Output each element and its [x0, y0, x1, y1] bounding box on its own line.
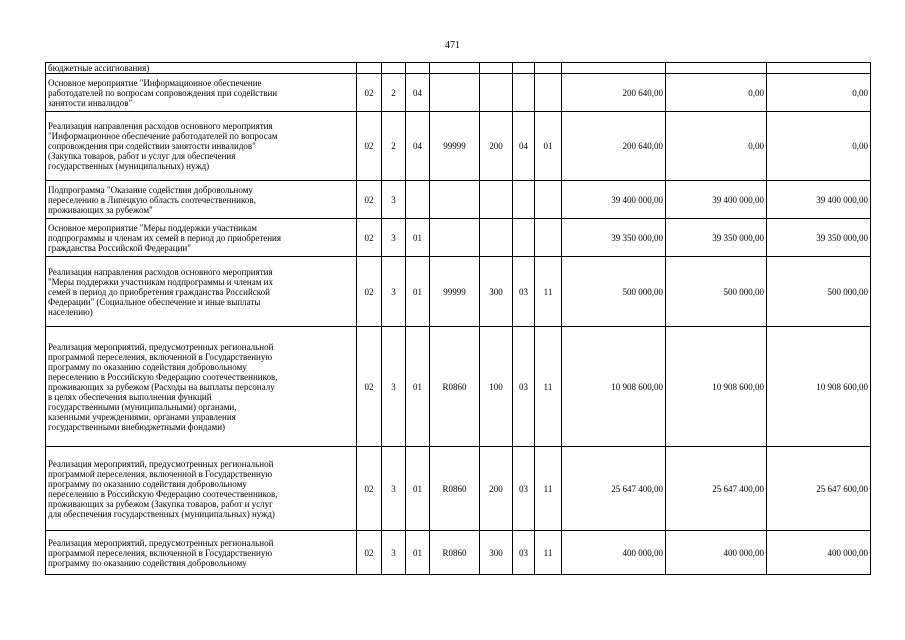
- amount-year-1: 10 908 600,00: [562, 327, 666, 447]
- direction-code: R0860: [430, 531, 480, 575]
- subsection-code: 11: [535, 531, 562, 575]
- program-code: 02: [357, 219, 382, 257]
- amount-year-1: 500 000,00: [562, 257, 666, 327]
- amount-year-3: 0,00: [767, 74, 871, 112]
- activity-code: [406, 181, 430, 219]
- activity-code: 01: [406, 219, 430, 257]
- subsection-code: [535, 74, 562, 112]
- expense-type-code: 200: [480, 447, 513, 531]
- row-description: Основное мероприятие "Меры поддержки участникам подпрограммы и членам их семей в период до приобретения гражданства Российской Федерации": [46, 219, 357, 257]
- subprogram-code: 2: [382, 74, 406, 112]
- row-description: Реализация мероприятий, предусмотренных региональной программой переселения, включенной в Государственную программу по оказанию содействия добровольному переселению в Российскую Федерацию соотечественников, проживающих за рубежом (Закупка товаров, работ и услуг для обеспечения государственных (муниципальных) нужд): [46, 447, 357, 531]
- expense-type-code: 200: [480, 112, 513, 181]
- activity-code: 04: [406, 112, 430, 181]
- amount-year-1: 200 640,00: [562, 112, 666, 181]
- activity-code: 04: [406, 74, 430, 112]
- direction-code: 99999: [430, 257, 480, 327]
- amount-year-2: 0,00: [666, 112, 767, 181]
- row-description: Реализация мероприятий, предусмотренных региональной программой переселения, включенной в Государственную программу по оказанию содействия добровольному переселению в Российскую Федерацию соотечественников, проживающих за рубежом (Расходы на выплаты персоналу в целях обеспечения выполнения функций государственными (муниципальными) органами, казенными учреждениями, органами управления государственными внебюджетными фондами): [46, 327, 357, 447]
- subsection-code: 01: [535, 112, 562, 181]
- page-number: 471: [445, 40, 460, 51]
- amount-year-1: 400 000,00: [562, 531, 666, 575]
- section-code: [513, 181, 535, 219]
- section-code: 03: [513, 447, 535, 531]
- subprogram-code: 3: [382, 531, 406, 575]
- budget-table: [45, 62, 871, 575]
- amount-year-2: 400 000,00: [666, 531, 767, 575]
- program-code: 02: [357, 327, 382, 447]
- program-code: [357, 63, 382, 74]
- subprogram-code: 3: [382, 327, 406, 447]
- activity-code: 01: [406, 531, 430, 575]
- amount-year-1: 200 640,00: [562, 74, 666, 112]
- row-description: Реализация мероприятий, предусмотренных региональной программой переселения, включенной в Государственную программу по оказанию содействия добровольному: [46, 531, 357, 575]
- amount-year-2: 10 908 600,00: [666, 327, 767, 447]
- row-description: Реализация направления расходов основного мероприятия "Меры поддержки участникам подпрограммы и членам их семей в период до приобретения гражданства Российской Федерации" (Социальное обеспечение и иные выплаты населению): [46, 257, 357, 327]
- amount-year-2: 39 400 000,00: [666, 181, 767, 219]
- table-row: [46, 112, 871, 181]
- row-description: Подпрограмма "Оказание содействия добровольному переселению в Липецкую область соотечественников, проживающих за рубежом": [46, 181, 357, 219]
- direction-code: 99999: [430, 112, 480, 181]
- direction-code: R0860: [430, 447, 480, 531]
- subprogram-code: 3: [382, 181, 406, 219]
- subsection-code: 11: [535, 327, 562, 447]
- amount-year-1: 39 350 000,00: [562, 219, 666, 257]
- amount-year-3: 500 000,00: [767, 257, 871, 327]
- activity-code: [406, 63, 430, 74]
- subsection-code: [535, 219, 562, 257]
- program-code: 02: [357, 181, 382, 219]
- table-row: [46, 219, 871, 257]
- section-code: 04: [513, 112, 535, 181]
- direction-code: [430, 219, 480, 257]
- direction-code: [430, 181, 480, 219]
- program-code: 02: [357, 74, 382, 112]
- section-code: 03: [513, 327, 535, 447]
- amount-year-3: 25 647 600,00: [767, 447, 871, 531]
- direction-code: R0860: [430, 327, 480, 447]
- expense-type-code: 300: [480, 257, 513, 327]
- subsection-code: [535, 63, 562, 74]
- amount-year-3: 39 350 000,00: [767, 219, 871, 257]
- table-row: [46, 447, 871, 531]
- section-code: 03: [513, 531, 535, 575]
- direction-code: [430, 63, 480, 74]
- row-description: бюджетные ассигнования): [46, 63, 357, 74]
- amount-year-1: 39 400 000,00: [562, 181, 666, 219]
- expense-type-code: [480, 63, 513, 74]
- program-code: 02: [357, 112, 382, 181]
- table-row: [46, 63, 871, 74]
- direction-code: [430, 74, 480, 112]
- amount-year-3: 39 400 000,00: [767, 181, 871, 219]
- subsection-code: 11: [535, 447, 562, 531]
- amount-year-2: [666, 63, 767, 74]
- activity-code: 01: [406, 257, 430, 327]
- amount-year-1: [562, 63, 666, 74]
- program-code: 02: [357, 257, 382, 327]
- subprogram-code: 3: [382, 257, 406, 327]
- amount-year-2: 39 350 000,00: [666, 219, 767, 257]
- expense-type-code: 300: [480, 531, 513, 575]
- amount-year-2: 25 647 400,00: [666, 447, 767, 531]
- section-code: [513, 74, 535, 112]
- amount-year-2: 500 000,00: [666, 257, 767, 327]
- section-code: [513, 219, 535, 257]
- subprogram-code: 3: [382, 447, 406, 531]
- activity-code: 01: [406, 447, 430, 531]
- table-row: [46, 531, 871, 575]
- amount-year-2: 0,00: [666, 74, 767, 112]
- subprogram-code: 2: [382, 112, 406, 181]
- table-row: [46, 257, 871, 327]
- amount-year-3: 10 908 600,00: [767, 327, 871, 447]
- expense-type-code: 100: [480, 327, 513, 447]
- activity-code: 01: [406, 327, 430, 447]
- subsection-code: 11: [535, 257, 562, 327]
- expense-type-code: [480, 219, 513, 257]
- row-description: Реализация направления расходов основного мероприятия "Информационное обеспечение работодателей по вопросам сопровождения при содействии занятости инвалидов" (Закупка товаров, работ и услуг для обеспечения государственных (муниципальных) нужд): [46, 112, 357, 181]
- amount-year-3: [767, 63, 871, 74]
- amount-year-1: 25 647 400,00: [562, 447, 666, 531]
- section-code: [513, 63, 535, 74]
- row-description: Основное мероприятие "Информационное обеспечение работодателей по вопросам сопровождения при содействии занятости инвалидов": [46, 74, 357, 112]
- section-code: 03: [513, 257, 535, 327]
- expense-type-code: [480, 181, 513, 219]
- table-row: [46, 74, 871, 112]
- expense-type-code: [480, 74, 513, 112]
- subsection-code: [535, 181, 562, 219]
- table-row: [46, 181, 871, 219]
- amount-year-3: 0,00: [767, 112, 871, 181]
- program-code: 02: [357, 531, 382, 575]
- subprogram-code: 3: [382, 219, 406, 257]
- subprogram-code: [382, 63, 406, 74]
- amount-year-3: 400 000,00: [767, 531, 871, 575]
- program-code: 02: [357, 447, 382, 531]
- table-row: [46, 327, 871, 447]
